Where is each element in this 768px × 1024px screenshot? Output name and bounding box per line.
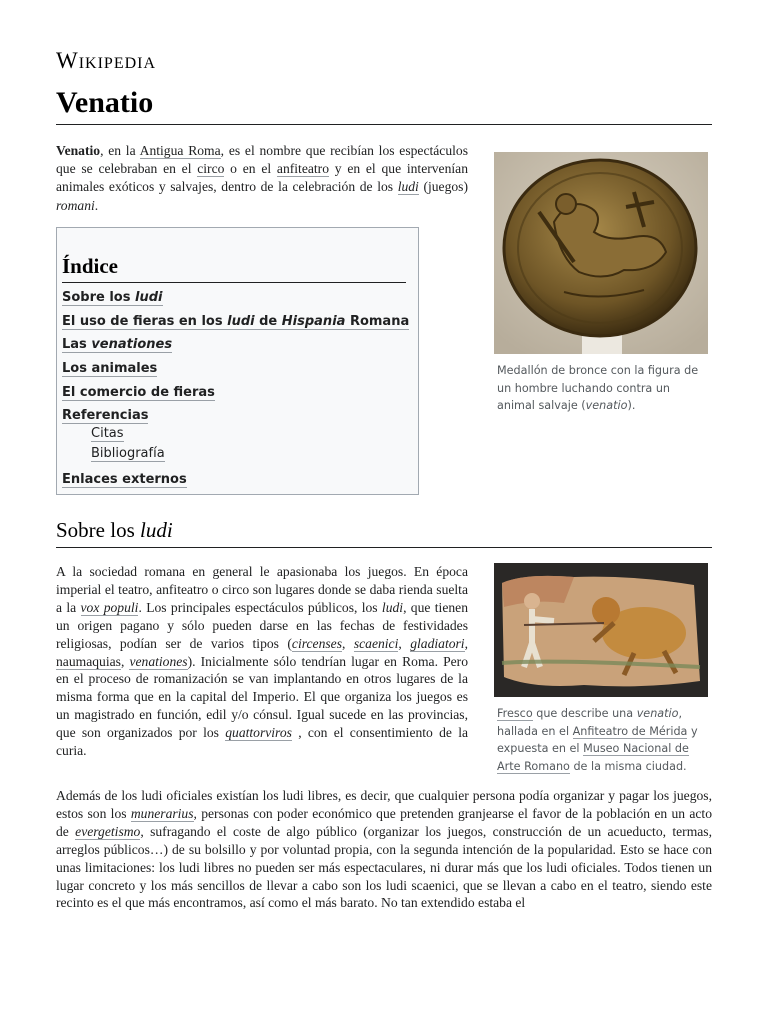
link-gladiatori[interactable]: gladiatori <box>410 635 465 651</box>
figure-medallion <box>494 152 708 415</box>
figure2-caption <box>497 705 708 775</box>
lead-text: (juegos) <box>418 179 469 195</box>
toc-item-las-venationes[interactable] <box>62 336 418 360</box>
toc-text: Referencias <box>62 408 149 424</box>
caption-text: que describe una <box>532 707 637 720</box>
toc-text: venationes <box>91 337 173 353</box>
paragraph-text: , que tienen un origen pagano y sólo pueden darse en las fechas de festividades religiosas, podían ser de varios tipos ( <box>56 599 468 651</box>
paragraph-text: A la sociedad romana en general le apasionaba los juegos. En época imperial el teatro, anfiteatro o circo son lugares donde se daba rienda suelta a la <box>56 564 468 615</box>
toc-text: Enlaces externos <box>62 472 187 488</box>
caption-text: ). <box>627 399 636 413</box>
table-of-contents <box>56 227 419 495</box>
link-fresco[interactable]: Fresco <box>497 707 533 720</box>
toc-item-uso-de-fieras[interactable] <box>62 313 418 337</box>
toc-item-enlaces-externos[interactable] <box>62 471 418 495</box>
toc-title: Índice <box>62 254 406 283</box>
link-anfiteatro-de-merida[interactable]: Anfiteatro de Mérida <box>572 724 688 738</box>
toc-item-bibliografia[interactable] <box>62 445 418 465</box>
link-munerarius[interactable]: munerarius <box>130 805 194 821</box>
caption-text: venatio <box>585 399 628 413</box>
lead-text: y en el que intervenían animales exóticos y salvajes, dentro de la celebración de los <box>56 161 468 195</box>
caption-text: Medallón de bronce con la figura de un hombre luchando contra un animal salvaje ( <box>497 364 699 413</box>
lead-text: , es el nombre que recibían los espectáculos que se celebraban en el <box>56 143 469 177</box>
toc-text: El comercio de fieras <box>62 384 215 400</box>
link-ludi[interactable]: ludi <box>397 179 419 195</box>
heading-text: ludi <box>140 518 173 542</box>
wikipedia-wordmark[interactable]: Wikipedia <box>56 48 157 73</box>
toc-text: Bibliografía <box>91 445 165 461</box>
link-antigua-roma[interactable]: Antigua Roma <box>139 143 221 158</box>
toc-item-comercio-de-fieras[interactable] <box>62 384 418 408</box>
paragraph-text: , personas con poder económico que pretenden granjearse el favor de la población en un acto de <box>56 805 712 839</box>
link-museo-nacional[interactable]: Museo Nacional de Arte Romano <box>497 742 689 773</box>
toc-text: Las <box>62 337 92 353</box>
page-title: Venatio <box>56 86 712 125</box>
caption-text: de la misma ciudad. <box>569 759 687 773</box>
link-scaenici[interactable]: scaenici <box>353 635 399 651</box>
paragraph-text: ludi <box>381 599 404 615</box>
link-venationes[interactable]: venationes <box>129 653 188 669</box>
lead-text: o en el <box>224 161 277 177</box>
toc-text: de <box>254 313 282 329</box>
toc-text: El uso de fieras en los <box>62 313 228 329</box>
paragraph-text: , <box>342 635 354 651</box>
lead-paragraph <box>56 142 468 215</box>
lead-text: . <box>94 197 99 213</box>
paragraph-text: . Los principales espectáculos públicos, los <box>138 599 382 615</box>
link-anfiteatro[interactable]: anfiteatro <box>276 161 329 177</box>
link-naumaquias[interactable]: naumaquias <box>56 653 121 669</box>
figure1-caption <box>497 362 708 415</box>
figure-fresco <box>494 563 708 775</box>
toc-item-los-animales[interactable] <box>62 360 418 384</box>
section-paragraph-2 <box>56 787 712 912</box>
toc-text: Citas <box>91 426 124 442</box>
caption-text: venatio <box>636 707 679 720</box>
paragraph-text: Además de los ludi oficiales existían los ludi libres, es decir, que cualquier persona podía organizar y pagar los juegos, estos son los <box>56 788 712 821</box>
paragraph-text: , sufragando el coste de algo público (organizar los juegos, construcción de un acueducto, termas, arreglos públicos…) de su bolsillo y por voluntad propia, con la segunda intención de la popularidad. Esto se hace con unas limitaciones: los ludi libres no pueden ser más espectaculares, ni durar más que los ludi oficiales. Todos tienen un lugar concreto y los más sencillos de llevar a cabo son los ludi scaenici, que se llevan a cabo en el teatro, siendo este recinto es el que más encontramos, así como el más barato. No tan extendido estaba el <box>56 823 712 911</box>
toc-text: ludi <box>135 290 163 305</box>
caption-text: y expuesta en el <box>497 724 698 756</box>
lead-romani: romani <box>56 197 95 213</box>
section-paragraph-1 <box>56 563 468 760</box>
toc-text: Sobre los <box>62 290 136 305</box>
toc-text: Hispania <box>281 313 346 329</box>
paragraph-text: , <box>398 635 411 651</box>
toc-list <box>62 289 418 495</box>
paragraph-text: ). Inicialmente sólo tendrían lugar en Roma. Pero en el proceso de romanización se van implantando en otros lugares de la misma forma que en la capital del Imperio. El que organiza los juegos es un magistrado en función, edil y/o cónsul. Igual sucede en las provincias, que son organizados por los <box>56 653 468 741</box>
paragraph-text: , <box>120 653 130 669</box>
link-circo[interactable]: circo <box>197 161 225 177</box>
link-evergetismo[interactable]: evergetismo <box>75 823 141 839</box>
toc-gap <box>62 464 418 471</box>
medallion-image[interactable] <box>494 152 708 354</box>
toc-text: Romana <box>345 313 410 329</box>
toc-item-referencias[interactable] <box>62 407 418 425</box>
lead-term: Venatio <box>56 143 101 158</box>
fresco-image[interactable] <box>494 563 708 697</box>
section-heading-sobre-los-ludi <box>56 518 712 548</box>
toc-text: ludi <box>227 313 255 329</box>
heading-text: Sobre los <box>56 518 140 542</box>
paragraph-text: , con el consentimiento de la curia. <box>56 725 469 759</box>
paragraph-text: , <box>464 635 468 651</box>
toc-text: Los animales <box>62 361 158 377</box>
link-vox-populi[interactable]: vox populi <box>80 599 139 615</box>
link-circenses[interactable]: circenses <box>291 635 342 651</box>
toc-item-sobre-los-ludi[interactable] <box>62 289 418 313</box>
toc-item-citas[interactable] <box>62 425 418 445</box>
caption-text: , hallada en el <box>497 707 683 738</box>
link-quattorviros[interactable]: quattorviros <box>225 725 292 741</box>
lead-text: , en la <box>100 143 140 158</box>
